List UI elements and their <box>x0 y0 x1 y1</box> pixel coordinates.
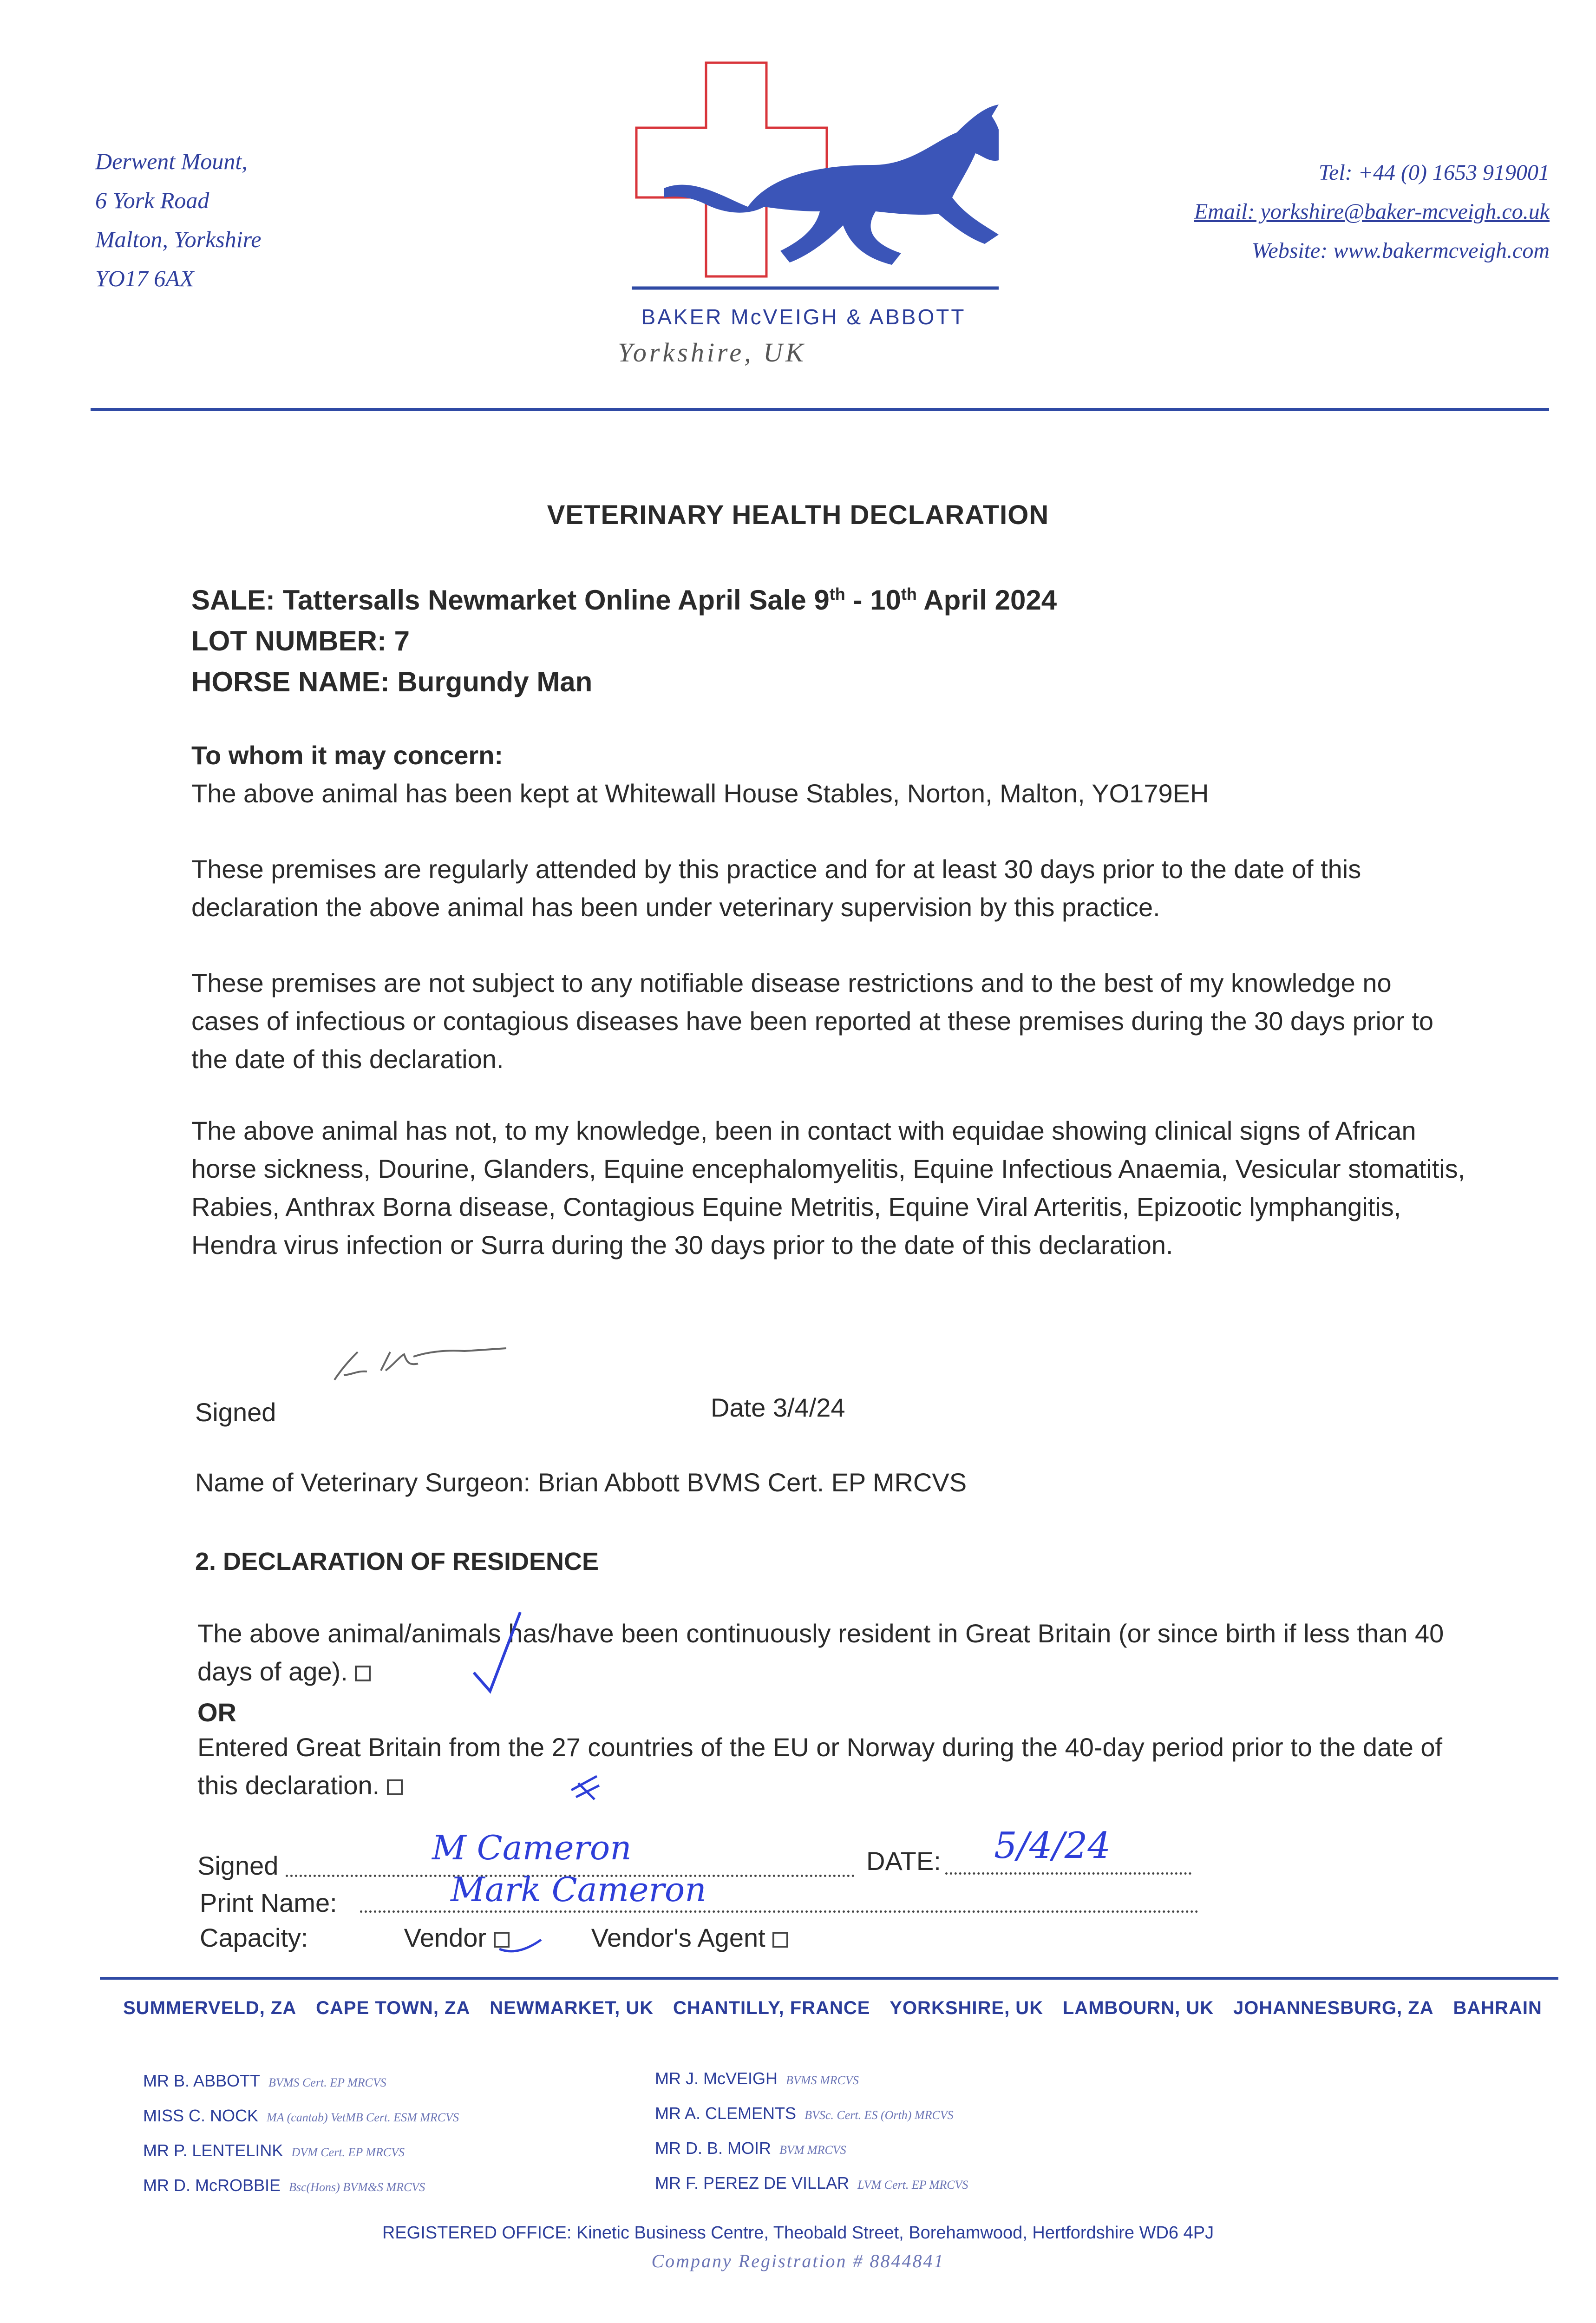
staff-entry: MR B. ABBOTT BVMS Cert. EP MRCVS <box>143 2071 386 2090</box>
office-location: SUMMERVELD, ZA <box>123 1998 297 2018</box>
or-label: OR <box>197 1698 236 1727</box>
salutation: To whom it may concern: <box>191 741 504 770</box>
residence-date-label: DATE: <box>866 1846 941 1876</box>
handwritten-checkmark-icon <box>469 1608 525 1696</box>
staff-entry: MISS C. NOCK MA (cantab) VetMB Cert. ESM MRCVS <box>143 2106 459 2125</box>
website-link[interactable]: Website: www.bakermcveigh.com <box>1251 238 1550 263</box>
email-link[interactable]: Email: yorkshire@baker-mcveigh.co.uk <box>1194 199 1550 224</box>
address-block <box>95 142 261 298</box>
veterinary-surgeon-name: Name of Veterinary Surgeon: Brian Abbott BVMS Cert. EP MRCVS <box>195 1468 967 1497</box>
staff-entry: MR P. LENTELINK DVM Cert. EP MRCVS <box>143 2141 405 2160</box>
address-line: YO17 6AX <box>95 265 194 291</box>
header-divider <box>91 408 1549 411</box>
print-name-label: Print Name: <box>200 1888 337 1917</box>
staff-entry: MR F. PEREZ DE VILLAR LVM Cert. EP MRCVS <box>655 2173 968 2192</box>
handwritten-print-name: Mark Cameron <box>451 1870 706 1909</box>
office-location: YORKSHIRE, UK <box>890 1998 1044 2018</box>
address-line: 6 York Road <box>95 187 209 213</box>
company-registration: Company Registration # 8844841 <box>651 2251 945 2271</box>
contact-block <box>1194 153 1550 270</box>
vet-signature-icon <box>325 1338 511 1389</box>
print-name-line[interactable] <box>360 1910 1198 1913</box>
handwritten-signature: M Cameron <box>432 1828 632 1867</box>
address-line: Malton, Yorkshire <box>95 226 262 252</box>
office-location: LAMBOURN, UK <box>1062 1998 1214 2018</box>
office-location: CAPE TOWN, ZA <box>316 1998 471 2018</box>
staff-entry: MR D. B. MOIR BVM MRCVS <box>655 2139 846 2158</box>
capacity-agent-checkbox[interactable] <box>772 1932 788 1948</box>
staff-entry: MR A. CLEMENTS BVSc. Cert. ES (Orth) MRCVS <box>655 2104 954 2123</box>
vendor-tick-icon <box>497 1937 543 1956</box>
paragraph: These premises are not subject to any notifiable disease restrictions and to the best of my knowledge no cases of infectious or contagious diseases have been reported at these premises during the 30 days prior to the date of this declaration. <box>191 968 1434 1074</box>
firm-name: BAKER McVEIGH & ABBOTT <box>641 305 966 329</box>
horse-name: HORSE NAME: Burgundy Man <box>191 666 593 697</box>
staff-entry: MR J. McVEIGH BVMS MRCVS <box>655 2069 859 2088</box>
staff-list-left <box>143 2065 459 2205</box>
horse-and-cross-logo-icon <box>632 58 999 290</box>
staff-list-right <box>655 2063 968 2202</box>
residence-signed-label: Signed <box>197 1851 279 1880</box>
handwritten-date: 5/4/24 <box>994 1825 1111 1867</box>
office-locations <box>123 1998 1542 2019</box>
residence-option-2-checkbox[interactable] <box>387 1779 403 1795</box>
firm-location: Yorkshire, UK <box>618 337 806 367</box>
signature-date: Date 3/4/24 <box>711 1393 845 1422</box>
registered-office: REGISTERED OFFICE: Kinetic Business Centre, Theobald Street, Borehamwood, Hertfordshire WD6 4PJ <box>382 2223 1214 2243</box>
staff-entry: MR D. McROBBIE Bsc(Hons) BVM&S MRCVS <box>143 2176 425 2195</box>
office-location: NEWMARKET, UK <box>490 1998 654 2018</box>
paragraph: The above animal has been kept at Whitewall House Stables, Norton, Malton, YO179EH <box>191 779 1209 808</box>
page-title: VETERINARY HEALTH DECLARATION <box>547 500 1049 530</box>
sale-info <box>191 574 1057 702</box>
lot-number: LOT NUMBER: 7 <box>191 625 410 656</box>
footer-divider <box>100 1977 1558 1980</box>
telephone: Tel: +44 (0) 1653 919001 <box>1318 160 1550 185</box>
office-location: JOHANNESBURG, ZA <box>1233 1998 1434 2018</box>
paragraph: The above animal has not, to my knowledge, been in contact with equidae showing clinical signs of African horse sickness, Dourine, Glanders, Equine encephalomyelitis, Equine Infectious Anaemia, Vesicular stomatitis, Rabies, Anthrax Borna disease, Contagious Equine Metritis, Equine Viral Arteritis, Epizootic lymphangitis, Hendra virus infection or Surra during the 30 days prior to the date of this declaration. <box>191 1116 1465 1260</box>
checkbox-mark-icon <box>569 1774 602 1802</box>
address-line: Derwent Mount, <box>95 148 248 174</box>
sale-line: SALE: Tattersalls Newmarket Online April Sale 9th - 10th April 2024 <box>191 584 1057 616</box>
residence-option-1-checkbox[interactable] <box>355 1666 371 1681</box>
residence-option-2: Entered Great Britain from the 27 countries of the EU or Norway during the 40-day period prior to the date of this declaration. <box>197 1732 1443 1800</box>
residence-option-1: The above animal/animals has/have been continuously resident in Great Britain (or since birth if less than 40 days of age). <box>197 1619 1444 1686</box>
paragraph: These premises are regularly attended by this practice and for at least 30 days prior to the date of this declaration the above animal has been under veterinary supervision by this practice. <box>191 854 1361 922</box>
residence-heading: 2. DECLARATION OF RESIDENCE <box>195 1548 599 1575</box>
office-location: CHANTILLY, FRANCE <box>673 1998 870 2018</box>
signed-label: Signed <box>195 1398 276 1427</box>
date-line[interactable] <box>945 1872 1191 1875</box>
capacity-row: Capacity: Vendor Vendor's Agent <box>200 1919 788 1957</box>
office-location: BAHRAIN <box>1453 1998 1542 2018</box>
